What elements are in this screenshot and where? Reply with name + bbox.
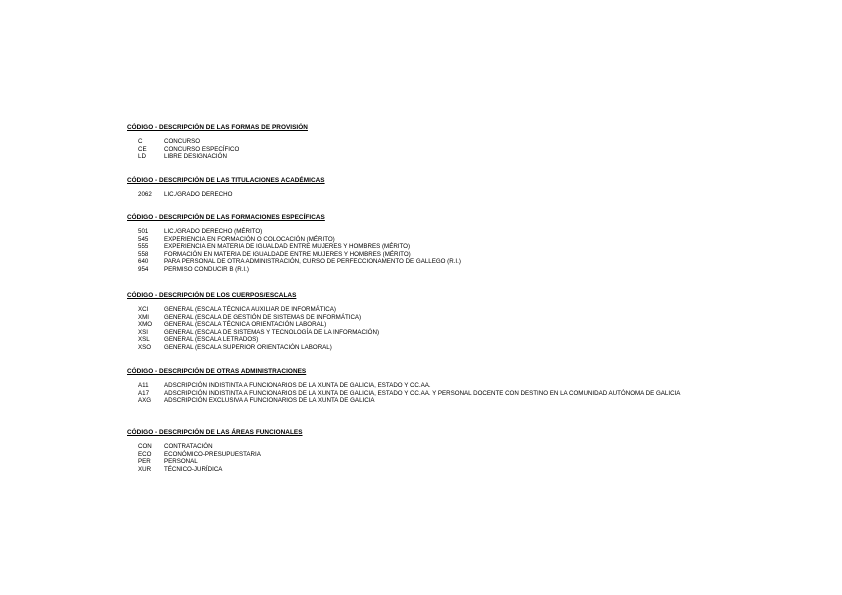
item-code: XSL	[138, 336, 150, 344]
item-code: A11	[138, 382, 149, 389]
item-description: LIC./GRADO DERECHO	[164, 191, 233, 198]
item-code: XSI	[138, 328, 148, 336]
item-description: ADSCRIPCIÓN INDISTINTA A FUNCIONARIOS DE LA XUNTA DE GALICIA, ESTADO Y CC.AA.	[164, 382, 431, 389]
item-code: CE	[138, 145, 147, 153]
item-code: XMO	[138, 321, 153, 329]
item-description: ECONÓMICO-PRESUPUESTARIA	[164, 450, 261, 458]
section-otras-administraciones	[127, 368, 727, 405]
list-item	[127, 306, 727, 314]
section-cuerpos-escalas	[127, 292, 727, 352]
item-code: XMI	[138, 313, 150, 321]
code-list	[127, 191, 727, 199]
item-code: 501	[138, 228, 149, 235]
list-item	[127, 329, 727, 337]
item-description: GENERAL (ESCALA LETRADOS)	[164, 336, 259, 344]
list-item	[127, 458, 727, 466]
section-formas-provision	[127, 124, 727, 161]
list-item	[127, 146, 727, 154]
list-item	[127, 314, 727, 322]
list-item	[127, 390, 727, 398]
item-description: FORMACIÓN EN MATERIA DE IGUALDADE ENTRE MUJERES Y HOMBRES (MÉRITO)	[164, 250, 411, 258]
list-item	[127, 397, 727, 405]
code-list	[127, 138, 727, 161]
code-list	[127, 306, 727, 352]
item-description: CONCURSO	[164, 138, 201, 145]
item-description: GENERAL (ESCALA DE GESTIÓN DE SISTEMAS DE INFORMÁTICA)	[164, 313, 362, 321]
section-areas-funcionales	[127, 429, 727, 473]
item-description: LIC./GRADO DERECHO (MÉRITO)	[164, 228, 263, 235]
section-heading: CÓDIGO - DESCRIPCIÓN DE LAS ÁREAS FUNCIONALES	[127, 429, 303, 436]
item-description: EXPERIENCIA EN FORMACIÓN O COLOCACIÓN (MÉRITO)	[164, 235, 335, 243]
list-item	[127, 258, 727, 266]
list-item	[127, 153, 727, 161]
item-description: GENERAL (ESCALA TÉCNICA ORIENTACIÓN LABORAL)	[164, 321, 327, 329]
code-list	[127, 228, 727, 274]
code-list	[127, 382, 727, 405]
list-item	[127, 466, 727, 474]
list-item	[127, 451, 727, 459]
item-description: ADSCRIPCIÓN EXCLUSIVA A FUNCIONARIOS DE LA XUNTA DE GALICIA	[164, 397, 375, 405]
item-code: XUR	[138, 465, 152, 473]
item-code: 545	[138, 235, 149, 243]
item-code: 2062	[138, 191, 152, 198]
item-code: A17	[138, 389, 150, 397]
item-description: EXPERIENCIA EN MATERIA DE IGUALDAD ENTRE MUJERES Y HOMBRES (MÉRITO)	[164, 243, 411, 251]
item-description: PARA PERSONAL DE OTRA ADMINISTRACIÓN, CURSO DE PERFECCIONAMENTO DE GALLEGO (R.I.)	[164, 258, 461, 266]
item-code: LD	[138, 153, 146, 161]
section-heading: CÓDIGO - DESCRIPCIÓN DE LOS CUERPOS/ESCALAS	[127, 292, 297, 299]
list-item	[127, 382, 727, 390]
item-code: 954	[138, 265, 149, 273]
item-code: 555	[138, 243, 149, 251]
list-item	[127, 191, 727, 199]
list-item	[127, 443, 727, 451]
item-code: 558	[138, 250, 149, 258]
item-code: XSO	[138, 343, 152, 351]
item-description: CONCURSO ESPECÍFICO	[164, 145, 240, 153]
list-item	[127, 344, 727, 352]
item-description: PERMISO CONDUCIR B (R.I.)	[164, 265, 249, 273]
item-description: GENERAL (ESCALA DE SISTEMAS Y TECNOLOGÍA DE LA INFORMACIÓN)	[164, 328, 380, 336]
item-description: GENERAL (ESCALA SUPERIOR ORIENTACIÓN LABORAL)	[164, 343, 332, 351]
list-item	[127, 251, 727, 259]
list-item	[127, 243, 727, 251]
list-item	[127, 336, 727, 344]
list-item	[127, 321, 727, 329]
item-description: LIBRE DESIGNACIÓN	[164, 153, 227, 161]
item-description: TÉCNICO-JURÍDICA	[164, 465, 223, 473]
section-heading: CÓDIGO - DESCRIPCIÓN DE OTRAS ADMINISTRACIONES	[127, 368, 307, 375]
item-code: PER	[138, 458, 151, 466]
section-heading: CÓDIGO - DESCRIPCIÓN DE LAS TITULACIONES ACADÉMICAS	[127, 177, 325, 184]
section-titulaciones	[127, 177, 727, 199]
item-description: GENERAL (ESCALA TÉCNICA AUXILIAR DE INFORMÁTICA)	[164, 306, 336, 313]
list-item	[127, 236, 727, 244]
item-code: C	[138, 138, 143, 145]
item-description: CONTRATACIÓN	[164, 443, 213, 450]
item-description: PERSONAL	[164, 458, 198, 466]
section-heading: CÓDIGO - DESCRIPCIÓN DE LAS FORMACIONES ESPECÍFICAS	[127, 214, 325, 221]
item-code: 640	[138, 258, 149, 266]
section-heading: CÓDIGO - DESCRIPCIÓN DE LAS FORMAS DE PROVISIÓN	[127, 124, 308, 131]
item-code: ECO	[138, 450, 152, 458]
item-code: AXG	[138, 397, 152, 405]
list-item	[127, 266, 727, 274]
list-item	[127, 138, 727, 146]
item-description: ADSCRIPCIÓN INDISTINTA A FUNCIONARIOS DE LA XUNTA DE GALICIA, ESTADO Y CC.AA. Y PERSONAL DOCENTE CON DESTINO EN LA COMUNIDAD AUTÓNOMA DE GALICIA	[164, 389, 681, 397]
code-list	[127, 443, 727, 473]
item-code: XCI	[138, 306, 149, 313]
section-formaciones	[127, 214, 727, 274]
list-item	[127, 228, 727, 236]
item-code: CON	[138, 443, 152, 450]
